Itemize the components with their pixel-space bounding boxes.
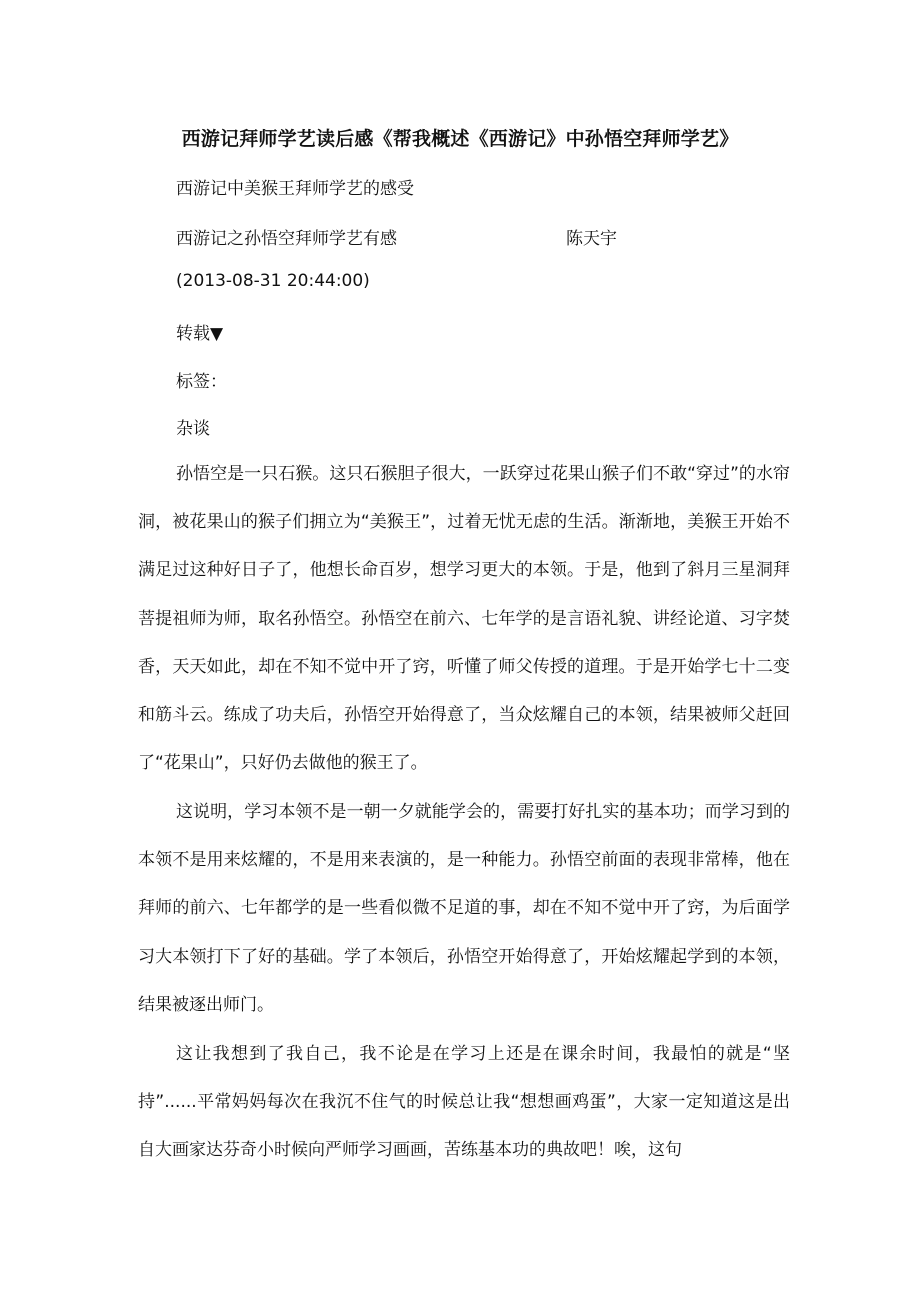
body-paragraph-3: 这让我想到了我自己，我不论是在学习上还是在课余时间，我最怕的就是“坚持”......平常妈妈每次在我沉不住气的时候总让我“想想画鸡蛋”，大家一定知道这是出自大画家达芬奇小时候向严师学习画画，苦练基本功的典故吧！唉，这句 [138, 1044, 790, 1161]
document-subtitle: 西游记中美猴王拜师学艺的感受 [176, 179, 414, 199]
document-title: 西游记拜师学艺读后感《帮我概述《西游记》中孙悟空拜师学艺》 [181, 128, 739, 150]
body-paragraph-2: 这说明，学习本领不是一朝一夕就能学会的，需要打好扎实的基本功；而学习到的本领不是用来炫耀的，不是用来表演的，是一种能力。孙悟空前面的表现非常棒，他在拜师的前六、七年都学的是一些看似微不足道的事，却在不知不觉中开了窍，为后面学习大本领打下了好的基础。学了本领后，孙悟空开始得意了，开始炫耀起学到的本领，结果被逐出师门。 [138, 802, 790, 1015]
body-paragraph-1: 孙悟空是一只石猴。这只石猴胆子很大，一跃穿过花果山猴子们不敢“穿过”的水帘洞，被花果山的猴子们拥立为“美猴王”，过着无忧无虑的生活。渐渐地，美猴王开始不满足过这种好日子了，他想长命百岁，想学习更大的本领。于是，他到了斜月三星洞拜菩提祖师为师，取名孙悟空。孙悟空在前六、七年学的是言语礼貌、讲经论道、习字焚香，天天如此，却在不知不觉中开了窍，听懂了师父传授的道理。于是开始学七十二变和筋斗云。练成了功夫后，孙悟空开始得意了，当众炫耀自己的本领，结果被师父赶回了“花果山”，只好仍去做他的猴王了。 [138, 464, 790, 774]
post-timestamp: (2013-08-31 20:44:00) [176, 271, 370, 291]
repost-label[interactable]: 转载▼ [176, 324, 224, 344]
author-name: 陈天宇 [566, 229, 617, 249]
tags-label: 标签： [176, 372, 227, 392]
tag-item[interactable]: 杂谈 [176, 419, 210, 439]
article-heading: 西游记之孙悟空拜师学艺有感 [176, 229, 397, 249]
